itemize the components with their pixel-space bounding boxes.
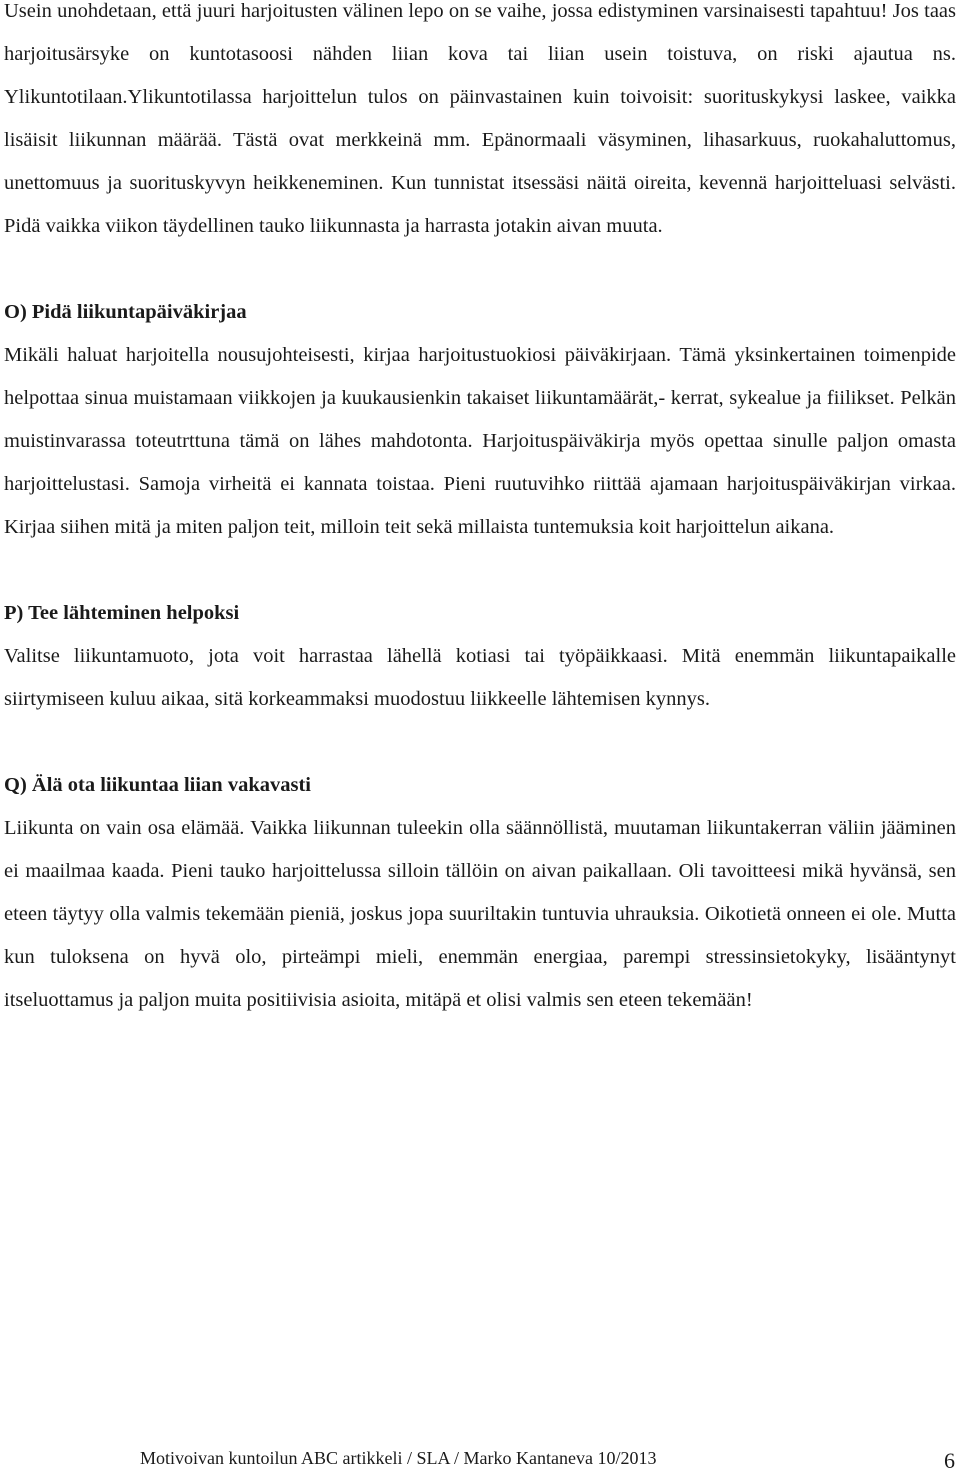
document-page bbox=[4, 0, 956, 1022]
section-paragraph: Valitse liikuntamuoto, jota voit harrastaa lähellä kotiasi tai työpäikkaasi. Mitä enemmän liikuntapaikalle siirtymiseen kuluu aikaa, sitä korkeammaksi muodostuu liikkeelle lähtemisen kynnys. bbox=[4, 645, 956, 710]
section-heading: O) Pidä liikuntapäiväkirjaa bbox=[4, 301, 247, 323]
section-diary bbox=[4, 291, 956, 549]
intro-paragraph: Usein unohdetaan, että juuri harjoitusten välinen lepo on se vaihe, jossa edistyminen varsinaisesti tapahtuu! Jos taas harjoitusärsyke on kuntotasoosi nähden liian kova tai liian usein toistuva, on riski ajautua ns. Ylikuntotilaan.Ylikuntotilassa harjoittelun tulos on päinvastainen kuin toivoisit: suorituskykysi laskee, vaikka lisäisit liikunnan määrää. Tästä ovat merkkeinä mm. Epänormaali väsyminen, lihasarkuus, ruokahaluttomus, unettomuus ja suorituskyvyn heikkeneminen. Kun tunnistat itsessäsi näitä oireita, kevennä harjoitteluasi selvästi. Pidä vaikka viikon täydellinen tauko liikunnasta ja harrasta jotakin aivan muuta. bbox=[4, 0, 956, 237]
page-number: 6 bbox=[944, 1448, 955, 1473]
section-easy-start bbox=[4, 592, 956, 721]
section-heading: P) Tee lähteminen helpoksi bbox=[4, 602, 240, 624]
section-heading: Q) Älä ota liikuntaa liian vakavasti bbox=[4, 774, 311, 796]
section-not-too-serious bbox=[4, 764, 956, 1022]
section-paragraph: Liikunta on vain osa elämää. Vaikka liikunnan tuleekin olla säännöllistä, muutaman liikuntakerran väliin jääminen ei maailmaa kaada. Pieni tauko harjoittelussa silloin tällöin on aivan paikallaan. Oli tavoitteesi mikä hyvänsä, sen eteen täytyy olla valmis tekemään pieniä, joskus jopa suuriltakin tuntuvia uhrauksia. Oikotietä onneen ei ole. Mutta kun tuloksena on hyvä olo, pirteämpi mieli, enemmän energiaa, parempi stressinsietokyky, lisääntynyt itseluottamus ja paljon muita positiivisia asioita, mitäpä et olisi valmis sen eteen tekemään! bbox=[4, 817, 956, 1011]
page-footer: Motivoivan kuntoilun ABC artikkeli / SLA / Marko Kantaneva 10/2013 bbox=[140, 1448, 657, 1468]
section-paragraph: Mikäli haluat harjoitella nousujohteisesti, kirjaa harjoitustuokiosi päiväkirjaan. Tämä yksinkertainen toimenpide helpottaa sinua muistamaan viikkojen ja kuukausienkin takaiset liikuntamäärät,- kerrat, sykealue ja fiilikset. Pelkän muistinvarassa toteutrttuna tämä on lähes mahdotonta. Harjoituspäiväkirja myös opettaa sinulle paljon omasta harjoittelustasi. Samoja virheitä ei kannata toistaa. Pieni ruutuvihko riittää ajamaan harjoituspäiväkirjan virkaa. Kirjaa siihen mitä ja miten paljon teit, milloin teit sekä millaista tuntemuksia koit harjoittelun aikana. bbox=[4, 344, 956, 538]
